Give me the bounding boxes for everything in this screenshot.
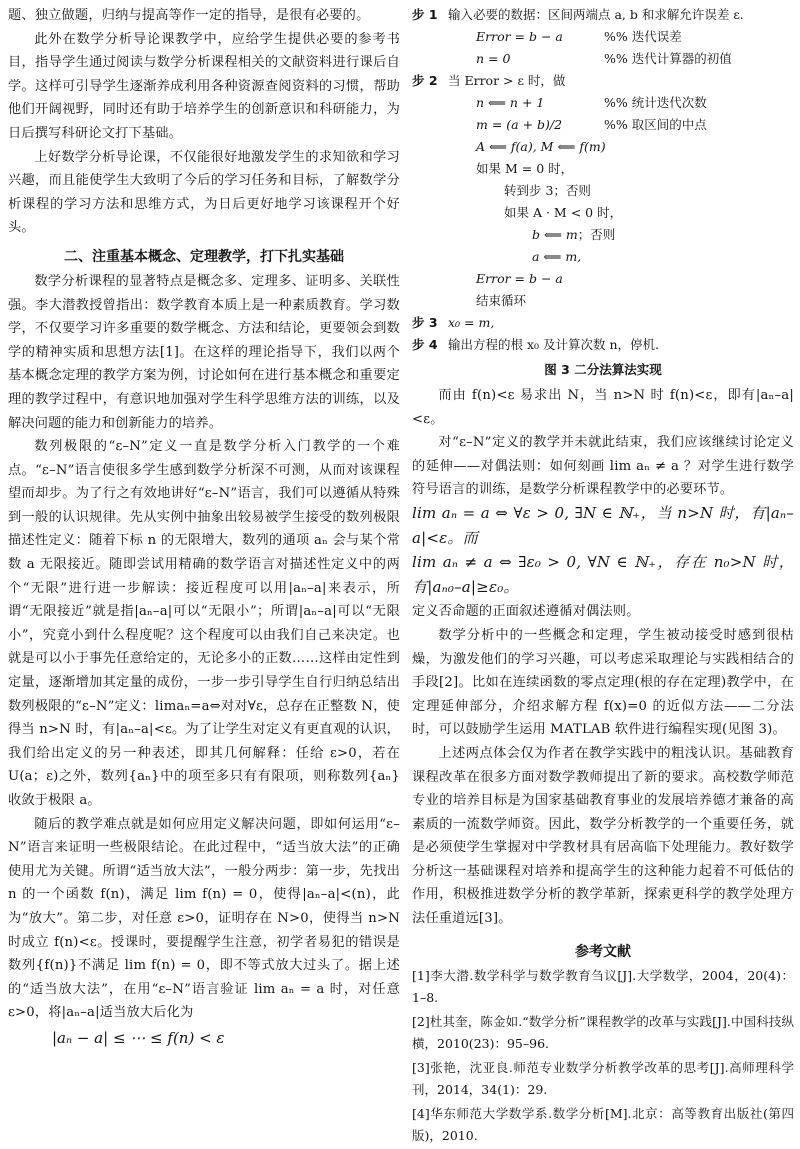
references-list [412,965,794,1147]
algorithm-line-body [448,268,794,290]
algorithm-line [412,312,794,334]
algorithm-step-label [412,290,448,312]
reference-item: [1]李大潜.数学科学与数学教育刍议[J].大学数学，2004，20(4)：1–8. [412,967,794,1005]
algorithm-line-body [448,26,794,48]
paragraph-conclusion: 上述两点体会仅为作者在教学实践中的粗浅认识。基础教育课程改革在很多方面对数学教师提出了新的要求。高校数学师范专业的培养目标是为国家基础教育事业的发展培养德才兼备的高素质的一流数学师资。因此，数学分析教学的一个重要任务，就是必须使学生掌握对中学教材具有居高临下处理能力。教好数学分析这一基础课程对培养和提高学生的这种能力起着不可低估的作用，积极推进数学分析的教学革新，探索更科学的教学处理方法任重道远[3]。 [412,745,794,927]
algorithm-line-body [448,202,794,224]
algorithm-text: 输出方程的根 x₀ 及计算次数 n，停机. [448,337,660,352]
algorithm-line-body [448,224,794,246]
algorithm-line [412,92,794,114]
algorithm-line [412,290,794,312]
definition-limit-equal [412,502,794,551]
algorithm-line-body [448,136,794,158]
algorithm-line-body [448,246,794,268]
algorithm-line [412,202,794,224]
algorithm-step-label: 步 3 [412,315,438,330]
bisection-algorithm [412,4,794,356]
algorithm-step-label: 步 4 [412,337,438,352]
left-column [8,4,400,1047]
algorithm-line [412,334,794,356]
paragraph-amplification-method: 随后的教学难点就是如何应用定义解决问题，即如何运用“ε–N”语言来证明一些极限结论。在此过程中，“适当放大法”的正确使用尤为关键。所谓“适当放大法”，一般分两步：第一步，先找出 n 的一个函数 f(n)，满足 lim f(n) = 0，使得|aₙ–a|<(n)，此为“放大”。第二步，对任意 ε>0，证明存在 N>0，使得当 n>N 时成立 f(n)<ε。授课时，要提醒学生注意，初学者易犯的错误是数列{f(n)}不满足 lim f(n) = 0，即不等式放大过头了。据上述的“适当放大法”，在用“ε–N”语言验证 lim aₙ = a 时，对任意 ε>0，将|aₙ–a|适当放大后化为 [8,816,400,1021]
algorithm-line [412,180,794,202]
algorithm-expression: A ⟸ f(a), M ⟸ f(m) [476,139,606,154]
algorithm-text: ；否则 [577,227,616,242]
algorithm-comment: %% 统计迭代次数 [604,95,707,110]
algorithm-step-label [412,180,448,202]
algorithm-expression: a ⟸ m, [532,249,582,264]
algorithm-step-label [412,26,448,48]
algorithm-comment: %% 迭代误差 [604,29,682,44]
algorithm-line [412,224,794,246]
section-heading-2: 二、注重基本概念、定理教学，打下扎实基础 [64,248,344,265]
algorithm-line [412,4,794,26]
algorithm-step-label: 步 1 [412,7,438,22]
algorithm-comment: %% 取区间的中点 [604,117,707,132]
algorithm-step-label [412,224,448,246]
algorithm-line-body [448,180,794,202]
algorithm-line [412,158,794,180]
algorithm-expression: Error = b − a [476,271,563,286]
inequality-formula: |aₙ − a| ≤ ⋯ ≤ f(n) < ε [52,1028,225,1047]
algorithm-text: 如果 A · M < 0 时， [504,205,623,220]
algorithm-step-label [412,114,448,136]
algorithm-line-body [448,92,794,114]
algorithm-line-body [448,312,794,334]
algorithm-expression: Error = b − a [476,29,563,44]
algorithm-step-label [412,136,448,158]
algorithm-step-label [412,158,448,180]
algorithm-expression: n = 0 [476,51,511,66]
reference-item: [3]张艳，沈亚良.师范专业数学分析教学改革的思考[J].高师理科学刊，2014，34(1)：29. [412,1059,794,1097]
algorithm-line-body [448,4,794,26]
algorithm-line [412,268,794,290]
algorithm-line [412,246,794,268]
paragraph-negation: 定义否命题的正面叙述遵循对偶法则。 [412,604,640,620]
paragraph-concepts: 数学分析课程的显著特点是概念多、定理多、证明多、关联性强。李大潜教授曾指出：数学教育本质上是一种素质教育。学习数学，不仅要学习许多重要的数学概念、方法和结论，更要领会到数学的精神实质和思想方法[1]。在这样的理论指导下，我们以两个基本概念定理的教学方案为例，讨论如何在进行基本概念和重要定理的教学过程中，有意识地加强对学生科学思维方法的训练，以及解决问题的能力和创新能力的培养。 [8,273,400,431]
paragraph-theory-practice: 数学分析中的一些概念和定理，学生被动接受时感到很枯燥，为激发他们的学习兴趣，可以考虑采取理论与实践相结合的手段[2]。比如在连续函数的零点定理(根的存在定理)教学中，在定理延伸部分，介绍求解方程 f(x)=0 的近似方法——二分法时，可以鼓励学生运用 MATLAB 软件进行编程实现(见图 3)。 [412,627,794,738]
algorithm-step-label: 步 2 [412,73,438,88]
algorithm-expression: x₀ = m, [448,315,495,330]
algorithm-step-label [412,202,448,224]
algorithm-text: 当 Error > ε 时，做 [448,73,566,88]
references-title: 参考文献 [575,943,631,960]
definition-limit-not-equal-text: lim aₙ ≠ a ⇔ ∃ε₀ > 0, ∀N ∈ ℕ₊，存在 n₀>N 时，有|aₙ₀–a|≥ε₀。 [412,553,794,596]
paragraph-epsilon-n-definition: 数列极限的“ε–N”定义一直是数学分析入门教学的一个难点。“ε–N”语言使很多学生感到数学分析深不可测，从而对该课程望而却步。为了行之有效地讲好“ε–N”语言，我们可以遵循从特殊到一般的认识规律。先从实例中抽象出较易被学生接受的数列极限描述性定义：随着下标 n 的无限增大，数列的通项 aₙ 会与某个常数 a 无限接近。随即尝试用精确的数学语言对描述性定义中的两个“无限”进行进一步解读：接近程度可以用|aₙ–a|来表示，所谓“无限接近”就是指|aₙ–a|可以“无限小”；所谓|aₙ–a|可以“无限小”，究竟小到什么程度呢？这个程度可以由我们自己来决定。也就是可以小于事先任意给定的，无论多小的正数……这样由定性到定量，逐渐增加其定量的成份，一步一步引导学生自行归纳总结出数列极限的“ε–N”定义：limaₙ=a⇔对对∀ε，总存在正整数 N，使得当 n>N 时，有|aₙ–a|<ε。为了让学生对定义有更直观的认识，我们给出定义的另一种表述，即其几何解释：任给 ε>0，若在 U(a；ε)之外，数列{aₙ}中的项至多只有有限项，则称数列{aₙ}收敛于极限 a。 [8,439,400,808]
algorithm-expression: m = (a + b)/2 [476,117,563,132]
right-column [412,4,794,1149]
paragraph-intro-benefits: 上好数学分析导论课，不仅能很好地激发学生的求知欲和学习兴趣，而且能使学生大致明了今后的学习任务和目标，了解数学分析课程的学习方法和思维方式，为日后更好地学习该课程开个好头。 [8,149,400,236]
algorithm-comment: %% 迭代计算器的初值 [604,51,732,66]
definition-limit-equal-text: lim aₙ = a ⇔ ∀ε > 0, ∃N ∈ ℕ₊，当 n>N 时，有|aₙ–a|<ε。而 [412,503,794,547]
paragraph-find-n: 而由 f(n)<ε 易求出 N，当 n>N 时 f(n)<ε，即有|aₙ–a|<ε。 [412,388,794,427]
algorithm-line-body [448,334,794,356]
algorithm-line [412,70,794,92]
algorithm-step-label [412,48,448,70]
algorithm-line-body [448,48,794,70]
algorithm-line-body [448,114,794,136]
reference-item: [2]杜其奎，陈金如.“数学分析”课程教学的改革与实践[J].中国科技纵横，2010(23)：95–96. [412,1013,794,1051]
algorithm-expression: n ⟸ n + 1 [476,95,545,110]
algorithm-expression: b ⟸ m [532,227,578,242]
algorithm-line [412,26,794,48]
algorithm-line-body [448,158,794,180]
paragraph-continued: 题、独立做题，归纳与提高等作一定的指导，是很有必要的。 [8,8,370,23]
algorithm-step-label [412,268,448,290]
algorithm-line [412,48,794,70]
algorithm-text: 如果 M = 0 时， [476,161,574,176]
algorithm-line [412,136,794,158]
algorithm-text: 转到步 3；否则 [504,183,591,198]
algorithm-line-body [448,290,794,312]
algorithm-step-label [412,246,448,268]
reference-item: [4]华东师范大学数学系.数学分析[M].北京：高等教育出版社(第四版)，2010. [412,1105,794,1143]
algorithm-step-label [412,92,448,114]
paragraph-reference-reading: 此外在数学分析导论课教学中，应给学生提供必要的参考书目，指导学生通过阅读与数学分析课程相关的文献资料进行课后自学。这样可引导学生逐渐养成利用各种资源查阅资料的习惯，帮助他们开阔视野，同时还有助于培养学生的创新意识和科研能力，为日后撰写科研论文打下基础。 [8,31,400,141]
definition-limit-not-equal [412,551,794,600]
paragraph-duality-rule: 对“ε–N”定义的教学并未就此结束，我们应该继续讨论定义的延伸——对偶法则：如何刻画 lim aₙ ≠ a ？对学生进行数学符号语言的训练，是数学分析课程教学中的必要环节。 [412,435,794,498]
algorithm-line-body [448,70,794,92]
algorithm-text: 输入必要的数据：区间两端点 a, b 和求解允许误差 ε. [448,7,744,22]
algorithm-text: 结束循环 [476,293,527,308]
figure-caption: 图 3 二分法算法实现 [544,362,662,377]
algorithm-line [412,114,794,136]
